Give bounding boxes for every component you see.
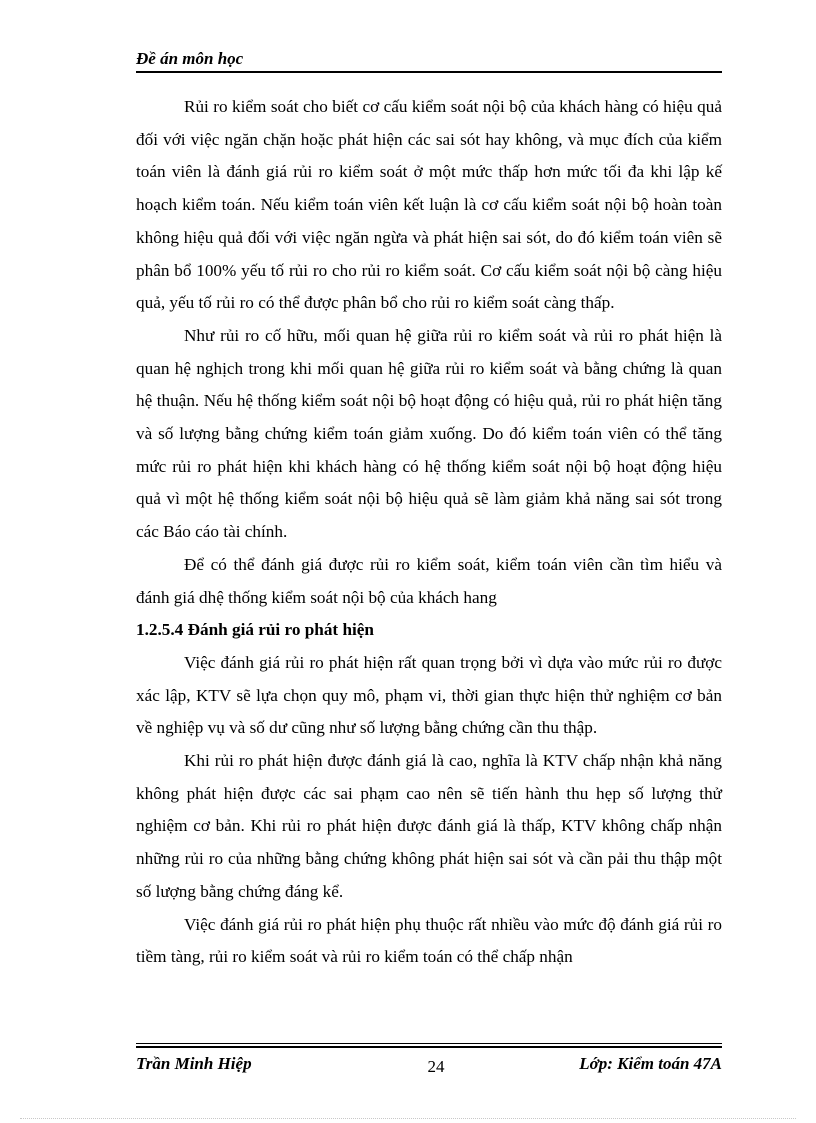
footer-class-name: Lớp: Kiểm toán 47A [579, 1054, 722, 1073]
header-rule [136, 71, 722, 73]
paragraph-assess-control-risk: Để có thể đánh giá được rủi ro kiểm soát, kiểm toán viên cần tìm hiểu và đánh giá dhệ thống kiểm soát nội bộ của khách hang [136, 554, 722, 607]
page-footer [136, 1043, 722, 1083]
header-title: Đề án môn học [136, 49, 244, 68]
paragraph-risk-relationship: Như rủi ro cố hữu, mối quan hệ giữa rủi ro kiểm soát và rủi ro phát hiện là quan hệ nghịch trong khi mối quan hệ giữa rủi ro kiểm soát và bằng chứng là quan hệ thuận. Nếu hệ thống kiểm soát nội bộ hoạt động có hiệu quả, rủi ro phát hiện tăng và số lượng bằng chứng kiểm toán giảm xuống. Do đó kiểm toán viên có thể tăng mức rủi ro phát hiện khi khách hàng có hệ thống kiểm soát nội bộ hoạt động hiệu quả vì một hệ thống kiểm soát nội bộ hiệu quả sẽ làm giảm khả năng sai sót trong các Báo cáo tài chính. [136, 325, 722, 542]
page-number: 24 [427, 1057, 445, 1076]
footer-author: Trần Minh Hiệp [136, 1054, 252, 1073]
paragraph-control-risk: Rủi ro kiểm soát cho biết cơ cấu kiểm soát nội bộ của khách hàng có hiệu quả đối với việc ngăn chặn hoặc phát hiện các sai sót hay không, và mục đích của kiểm toán viên là đánh giá rủi ro kiểm soát ở một mức thấp hơn mức tối đa khi lập kế hoạch kiểm toán. Nếu kiểm toán viên kết luận là cơ cấu kiểm soát nội bộ hoàn toàn không hiệu quả đối với việc ngăn ngừa và phát hiện sai sót, do đó kiểm toán viên sẽ phân bổ 100% yếu tố rủi ro cho rủi ro kiểm soát. Cơ cấu kiểm soát nội bộ càng hiệu quả, yếu tố rủi ro có thể được phân bổ cho rủi ro kiểm soát càng thấp. [136, 97, 722, 313]
footer-rule-thin [136, 1043, 722, 1044]
footer-rule-thick [136, 1046, 722, 1048]
page-body [136, 91, 722, 974]
page-boundary [20, 1118, 796, 1119]
paragraph-detection-risk-importance: Việc đánh giá rủi ro phát hiện rất quan trọng bởi vì dựa vào mức rủi ro được xác lập, KTV sẽ lựa chọn quy mô, phạm vi, thời gian thực hiện thử nghiệm cơ bản về nghiệp vụ và số dư cũng như số lượng bằng chứng cần thu thập. [136, 652, 722, 738]
paragraph-detection-risk-dependency: Việc đánh giá rủi ro phát hiện phụ thuộc rất nhiều vào mức độ đánh giá rủi ro tiềm tàng, rủi ro kiểm soát và rủi ro kiểm toán có thể chấp nhận [136, 914, 722, 967]
paragraph-detection-risk-levels: Khi rủi ro phát hiện được đánh giá là cao, nghĩa là KTV chấp nhận khả năng không phát hiện được các sai phạm cao nên sẽ tiến hành thu hẹp số lượng thử nghiệm cơ bản. Khi rủi ro phát hiện được đánh giá là thấp, KTV không chấp nhận những rủi ro của những bằng chứng không phát hiện sai sót và cần pải thu thập một số lượng bằng chứng đáng kể. [136, 751, 722, 901]
page-header [136, 48, 722, 70]
section-heading: 1.2.5.4 Đánh giá rủi ro phát hiện [136, 620, 374, 640]
